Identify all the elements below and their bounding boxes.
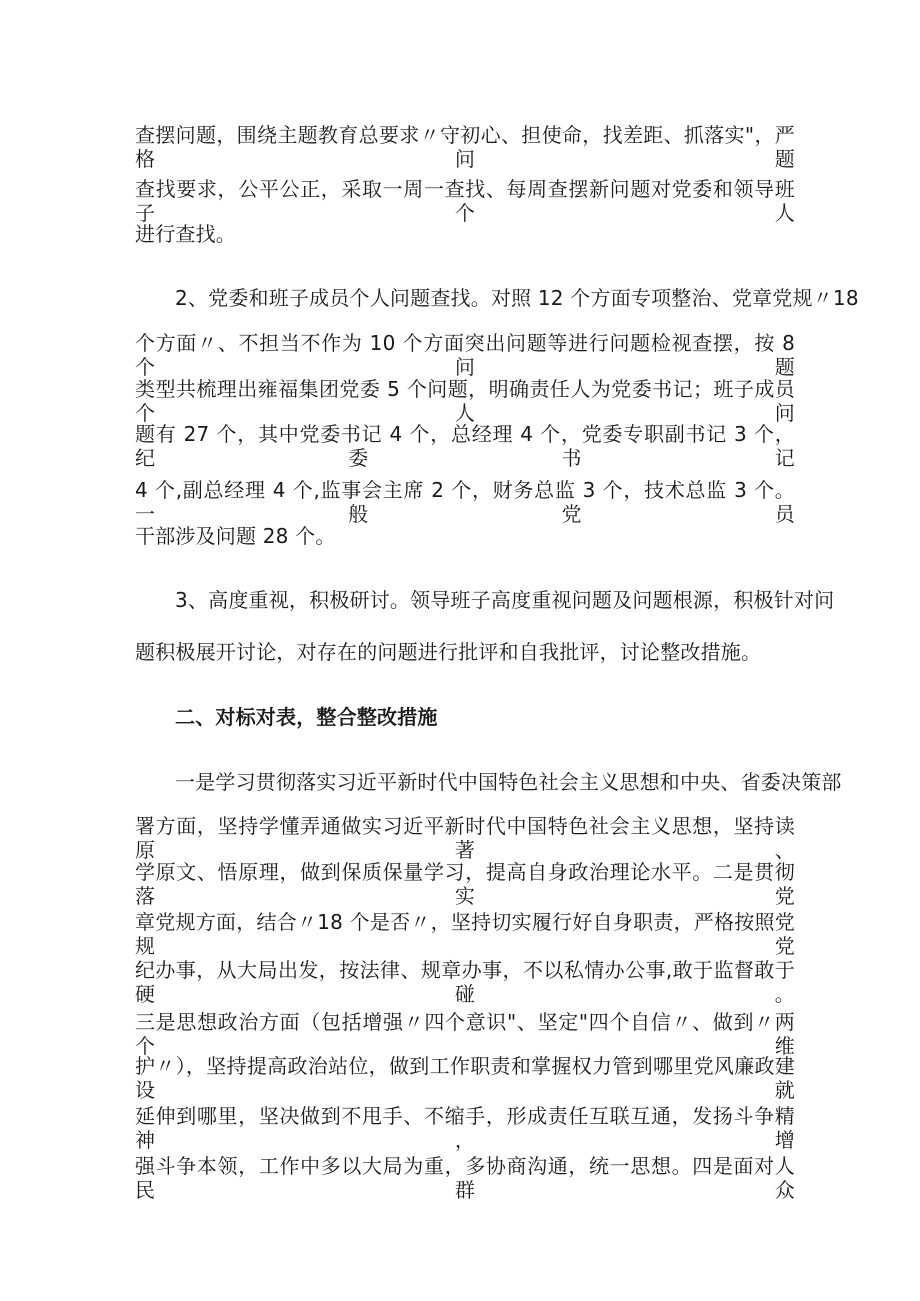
- text-line: 纪办事，从大局出发，按法律、规章办事，不以私情办公事,敢于监督敢于硬碰。: [135, 958, 795, 1006]
- text-line: 查摆问题，围绕主题教育总要求〃守初心、担使命，找差距、抓落实"，严格问题: [135, 123, 795, 171]
- text-line: 三是思想政治方面（包括增强〃四个意识"、坚定"四个自信〃、做到〃两个维: [135, 1010, 795, 1058]
- text-line: 章党规方面，结合〃18 个是否〃，坚持切实履行好自身职责，严格按照党规党: [135, 910, 795, 958]
- text-line: 类型共梳理出雍福集团党委 5 个问题，明确责任人为党委书记；班子成员个人问: [135, 377, 795, 425]
- text-line: 3、高度重视，积极研讨。领导班子高度重视问题及问题根源，积极针对问: [175, 588, 835, 612]
- text-line: 查找要求，公平公正，采取一周一查找、每周查摆新问题对党委和领导班子个人: [135, 177, 795, 225]
- text-line: 一是学习贯彻落实习近平新时代中国特色社会主义思想和中央、省委决策部: [175, 770, 842, 794]
- text-line: 个方面〃、不担当不作为 10 个方面突出问题等进行问题检视查摆，按 8 个问题: [135, 331, 795, 379]
- text-line: 学原文、悟原理，做到保质保量学习，提高自身政治理论水平。二是贯彻落实党: [135, 860, 795, 908]
- text-line: 护〃），坚持提高政治站位，做到工作职责和掌握权力管到哪里党风廉政建设就: [135, 1054, 795, 1102]
- text-line: 署方面，坚持学懂弄通做实习近平新时代中国特色社会主义思想，坚持读原著、: [135, 814, 795, 862]
- text-line: 强斗争本领，工作中多以大局为重，多协商沟通，统一思想。四是面对人民群众: [135, 1154, 795, 1202]
- text-line: 进行查找。: [135, 222, 236, 246]
- text-line: 干部涉及问题 28 个。: [135, 524, 336, 548]
- text-line: 延伸到哪里，坚决做到不甩手、不缩手，形成责任互联互通，发扬斗争精神，增: [135, 1104, 795, 1152]
- section-heading: 二、对标对表，整合整改措施: [175, 705, 438, 729]
- text-line: 4 个,副总经理 4 个,监事会主席 2 个，财务总监 3 个，技术总监 3 个。一般党员: [135, 478, 795, 526]
- text-line: 题有 27 个，其中党委书记 4 个，总经理 4 个，党委专职副书记 3 个，纪委书记: [135, 422, 795, 470]
- text-line: 题积极展开讨论，对存在的问题进行批评和自我批评，讨论整改措施。: [135, 640, 762, 664]
- text-line: 2、党委和班子成员个人问题查找。对照 12 个方面专项整治、党章党规〃18: [175, 286, 859, 310]
